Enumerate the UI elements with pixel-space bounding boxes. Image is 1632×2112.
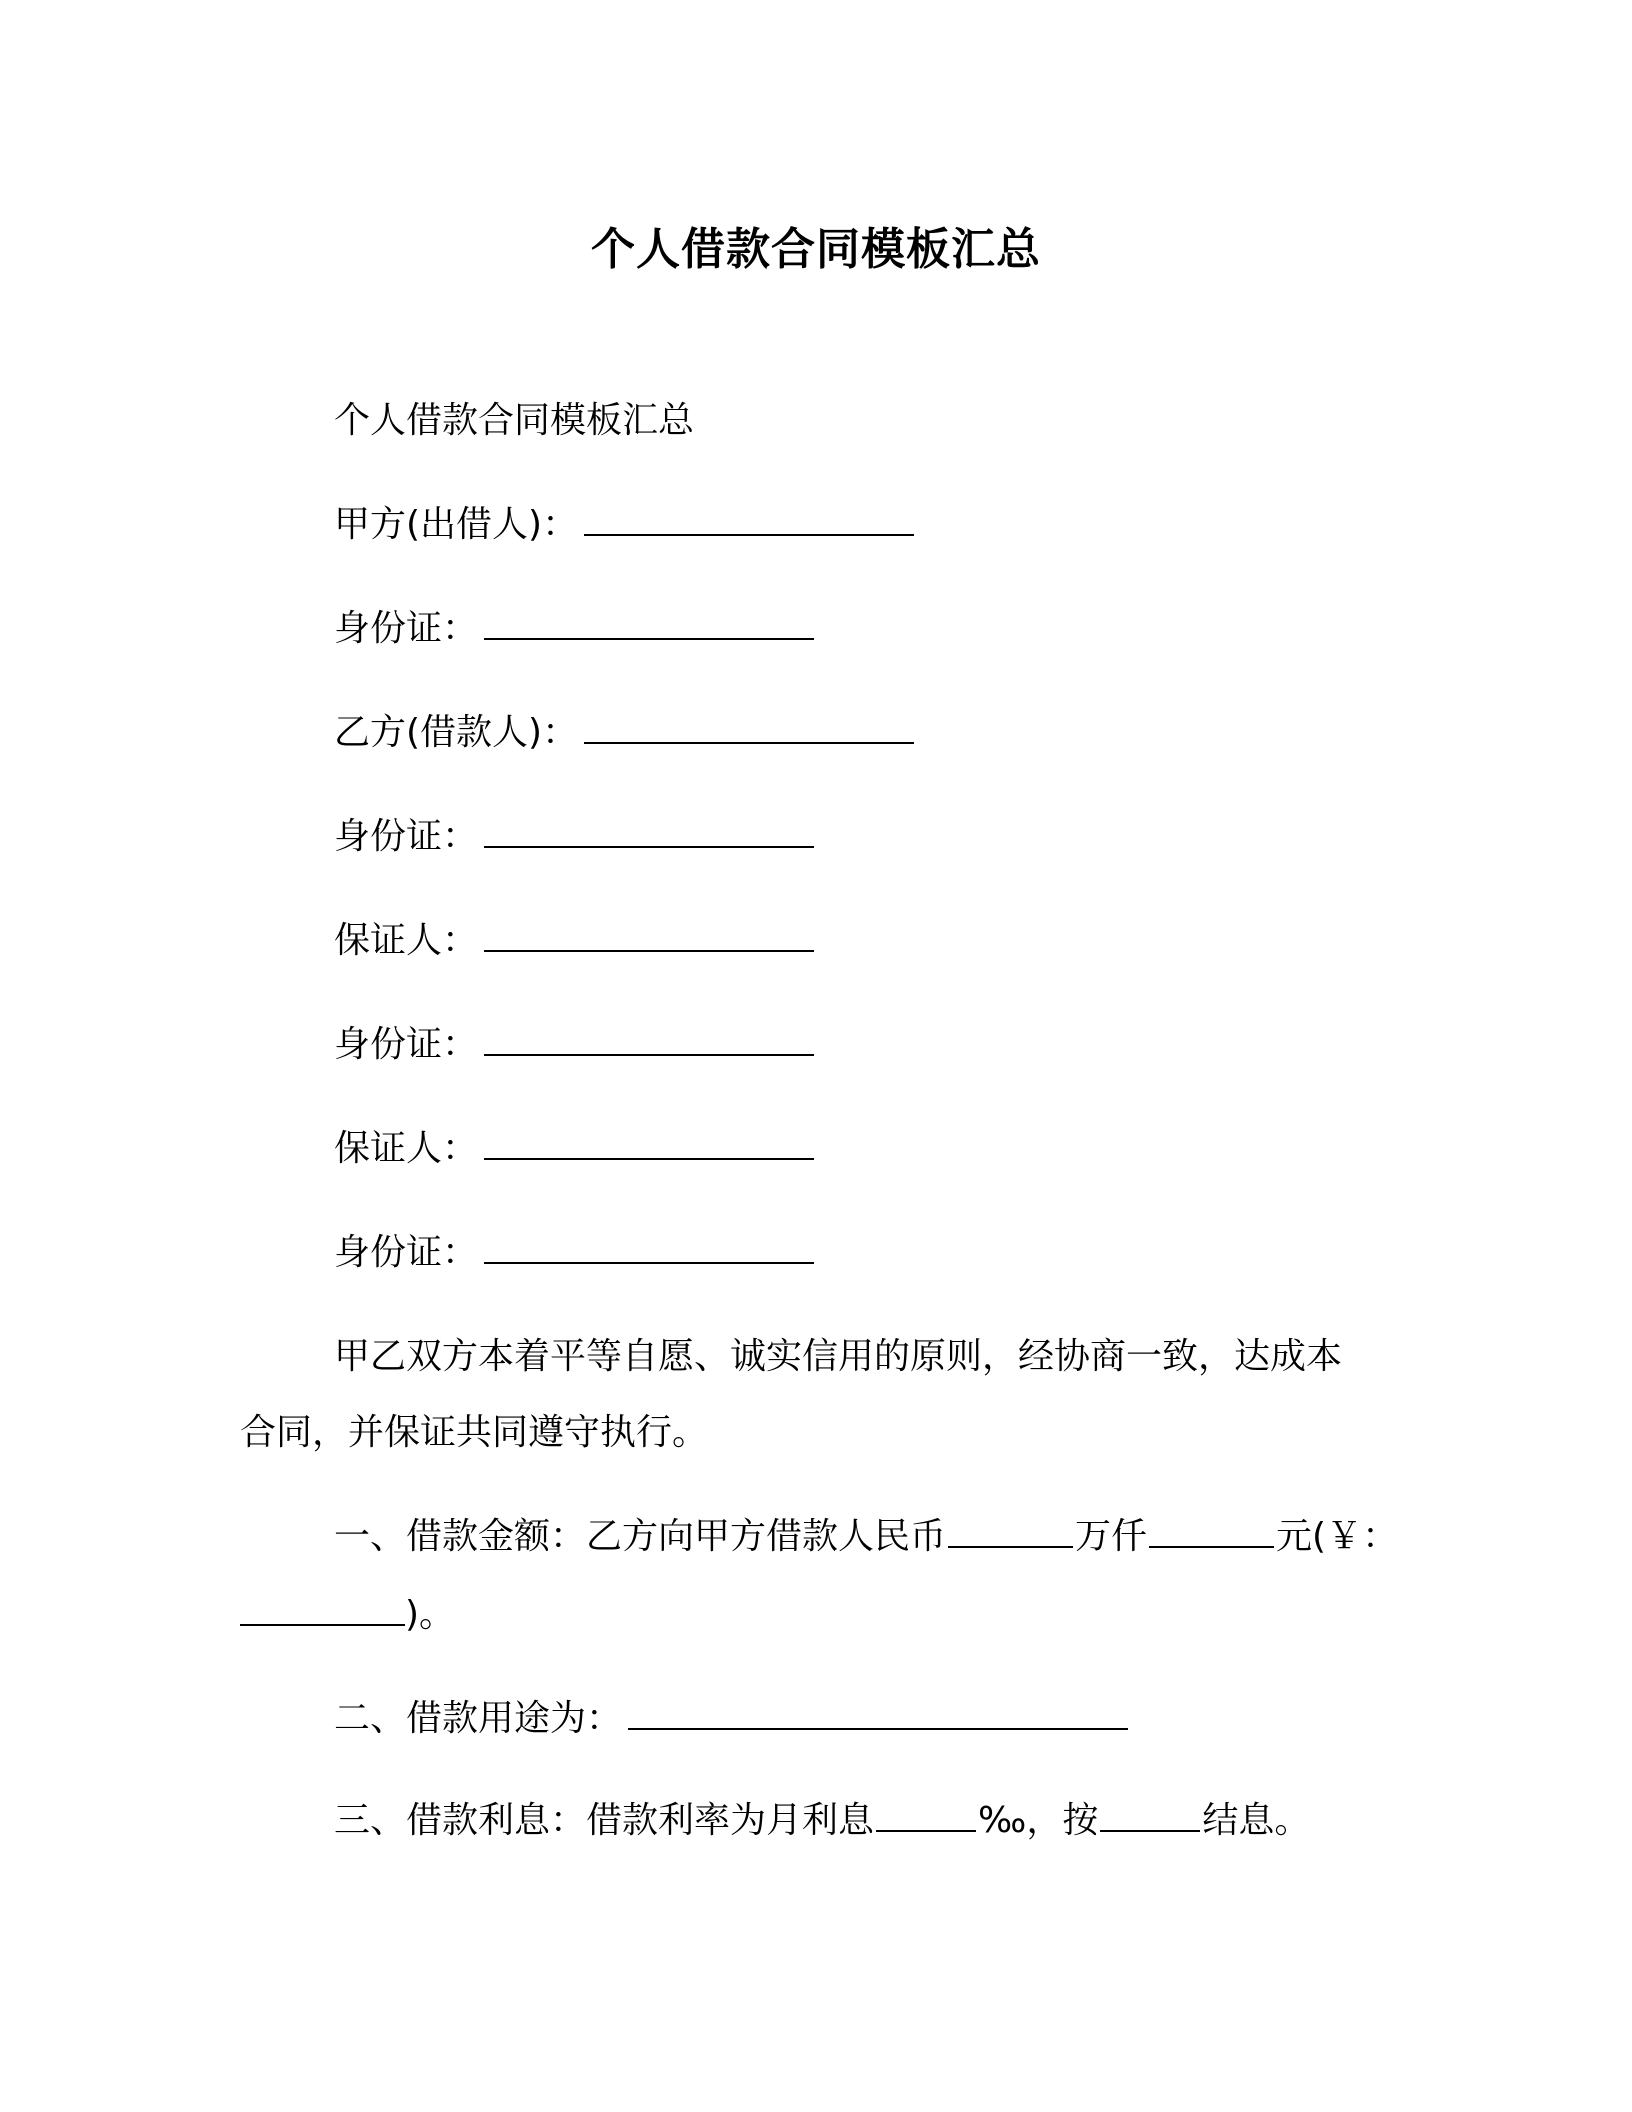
lender-label: 甲方(出借人)： (334, 504, 579, 545)
clause-2-text: 二、借款用途为： (334, 1698, 623, 1739)
clause-1-text-d: )。 (405, 1594, 456, 1635)
document-title: 个人借款合同模板汇总 (591, 224, 1041, 275)
lender-blank (584, 500, 914, 536)
clause-3-blank-rate (876, 1796, 976, 1832)
clause-3-text-c: 结息。 (1202, 1800, 1311, 1841)
guarantor-1-id-label: 身份证： (334, 1024, 479, 1065)
guarantor-1-id-field (334, 1020, 814, 1070)
borrower-id-blank (484, 812, 814, 848)
guarantor-1-id-blank (484, 1020, 814, 1056)
clause-1-blank-amount (240, 1590, 405, 1626)
guarantor-2-label: 保证人： (334, 1128, 479, 1169)
borrower-field (334, 708, 914, 758)
preamble-line-2: 合同，并保证共同遵守执行。 (240, 1412, 709, 1453)
guarantor-1-blank (484, 916, 814, 952)
clause-1-line-2 (240, 1590, 455, 1640)
clause-1-text-b: 万仟 (1075, 1516, 1148, 1557)
borrower-blank (584, 708, 914, 744)
borrower-label: 乙方(借款人)： (334, 712, 579, 753)
guarantor-1-label: 保证人： (334, 920, 479, 961)
clause-1-blank-wan (948, 1512, 1073, 1548)
borrower-id-field (334, 812, 814, 862)
clause-3-text-b: ‰，按 (978, 1800, 1099, 1841)
lender-field (334, 500, 914, 550)
clause-2-blank (628, 1694, 1128, 1730)
guarantor-1-field (334, 916, 814, 966)
lender-id-blank (484, 604, 814, 640)
lender-id-field (334, 604, 814, 654)
clause-1-line-1 (334, 1512, 1398, 1562)
guarantor-2-blank (484, 1124, 814, 1160)
guarantor-2-id-blank (484, 1228, 814, 1264)
document-subtitle: 个人借款合同模板汇总 (334, 400, 695, 441)
lender-id-label: 身份证： (334, 608, 479, 649)
guarantor-2-id-label: 身份证： (334, 1232, 479, 1273)
clause-1-text-a: 一、借款金额：乙方向甲方借款人民币 (334, 1516, 947, 1557)
guarantor-2-field (334, 1124, 814, 1174)
guarantor-2-id-field (334, 1228, 814, 1278)
clause-3-blank-period (1100, 1796, 1200, 1832)
clause-3-text-a: 三、借款利息：借款利率为月利息 (334, 1800, 875, 1841)
clause-2 (334, 1694, 1128, 1744)
clause-3 (334, 1796, 1310, 1846)
borrower-id-label: 身份证： (334, 816, 479, 857)
clause-1-text-c: 元(￥： (1276, 1516, 1399, 1557)
preamble-line-1: 甲乙双方本着平等自愿、诚实信用的原则，经协商一致，达成本 (334, 1336, 1343, 1377)
clause-1-blank-yuan (1149, 1512, 1274, 1548)
